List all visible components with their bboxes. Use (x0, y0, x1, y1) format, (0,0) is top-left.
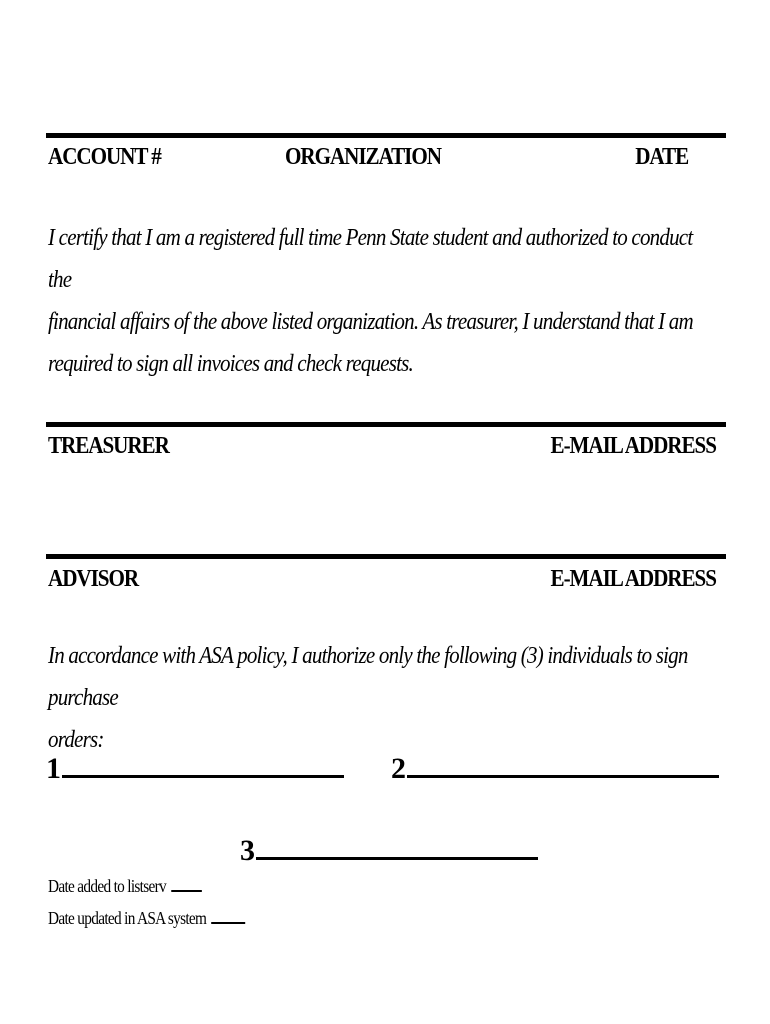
top-divider (46, 133, 726, 138)
certification-line-2: financial affairs of the above listed organization. As treasurer, I understand that I am (48, 309, 693, 335)
asa-system-date-label: Date updated in ASA system (48, 908, 207, 928)
certification-line-3: required to sign all invoices and check requests. (48, 351, 413, 377)
signer-3-blank[interactable] (256, 851, 538, 860)
signer-2-number: 2 (391, 752, 406, 785)
treasurer-label: TREASURER (48, 433, 169, 459)
signer-1-field[interactable] (46, 752, 344, 786)
asa-system-date-blank[interactable] (211, 918, 245, 924)
signer-1-blank[interactable] (62, 769, 344, 778)
advisor-label: ADVISOR (48, 566, 139, 592)
organization-label: ORGANIZATION (285, 144, 441, 170)
signer-2-field[interactable] (391, 752, 719, 786)
signer-3-field[interactable] (240, 834, 538, 868)
treasurer-signature-line (46, 422, 726, 427)
date-label: DATE (635, 144, 688, 170)
treasurer-email-label: E-MAIL ADDRESS (550, 433, 716, 459)
listserv-date-label: Date added to listserv (48, 876, 167, 896)
listserv-date-blank[interactable] (171, 886, 202, 892)
signer-3-number: 3 (240, 834, 255, 867)
authorization-line-2: orders: (48, 727, 104, 753)
advisor-signature-line (46, 554, 726, 559)
authorization-text (48, 635, 713, 761)
account-number-label: ACCOUNT # (48, 144, 161, 170)
authorization-line-1: In accordance with ASA policy, I authorize only the following (3) individuals to sign purchase (48, 643, 688, 711)
asa-system-date-note (48, 908, 245, 929)
certification-text (48, 217, 713, 385)
signer-1-number: 1 (46, 752, 61, 785)
listserv-date-note (48, 876, 202, 897)
advisor-email-label: E-MAIL ADDRESS (550, 566, 716, 592)
certification-line-1: I certify that I am a registered full time Penn State student and authorized to conduct the (48, 225, 693, 293)
signer-2-blank[interactable] (407, 769, 719, 778)
